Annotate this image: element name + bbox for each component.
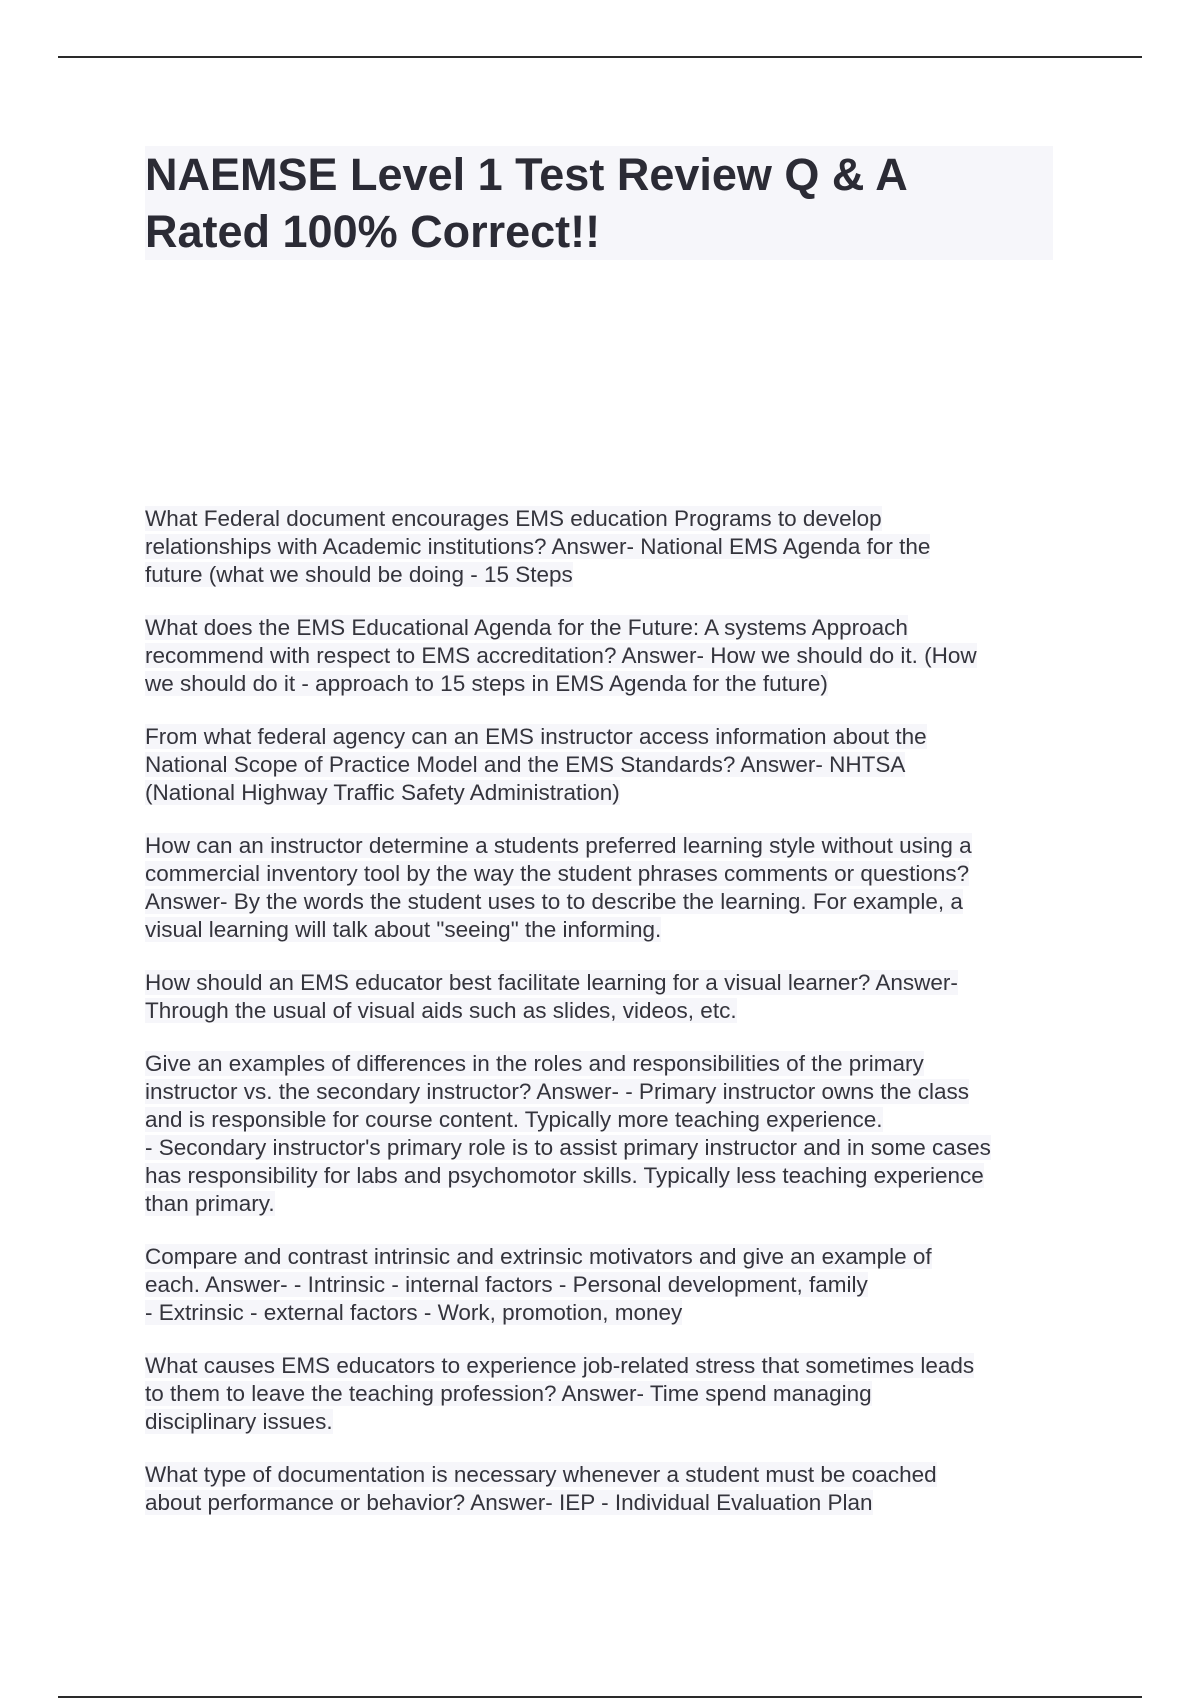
qa-line-text: What Federal document encourages EMS education Programs to develop [145,506,882,531]
qa-line [145,1380,1065,1408]
qa-line [145,561,1065,589]
qa-line [145,832,1065,860]
qa-line-text: disciplinary issues. [145,1409,333,1434]
qa-line [145,1271,1065,1299]
qa-line [145,751,1065,779]
document-title [145,146,1053,260]
qa-line-text: What causes EMS educators to experience job-related stress that sometimes leads [145,1353,975,1378]
qa-line [145,1190,1065,1218]
qa-item [145,723,1065,807]
qa-line [145,1078,1065,1106]
qa-line-text: What type of documentation is necessary whenever a student must be coached [145,1462,937,1487]
qa-item [145,1050,1065,1218]
qa-line-text: How should an EMS educator best facilitate learning for a visual learner? Answer- [145,970,958,995]
qa-line-text: about performance or behavior? Answer- IEP - Individual Evaluation Plan [145,1490,873,1515]
qa-line [145,1489,1065,1517]
qa-item [145,1461,1065,1517]
qa-line [145,1243,1065,1271]
qa-line [145,1408,1065,1436]
qa-line-text: has responsibility for labs and psychomotor skills. Typically less teaching experience [145,1163,984,1188]
qa-line [145,1106,1065,1134]
title-line-2: Rated 100% Correct!! [145,206,601,257]
header-rule [58,56,1142,58]
qa-line [145,997,1065,1025]
qa-line-text: - Secondary instructor's primary role is to assist primary instructor and in some cases [145,1135,991,1160]
qa-line-text: Through the usual of visual aids such as slides, videos, etc. [145,998,737,1023]
qa-item [145,969,1065,1025]
qa-line [145,1299,1065,1327]
qa-line-text: commercial inventory tool by the way the student phrases comments or questions? [145,861,970,886]
qa-line [145,1162,1065,1190]
qa-line [145,642,1065,670]
qa-line [145,670,1065,698]
qa-line [145,1134,1065,1162]
qa-line-text: recommend with respect to EMS accreditation? Answer- How we should do it. (How [145,643,977,668]
qa-line-text: relationships with Academic institutions? Answer- National EMS Agenda for the [145,534,931,559]
qa-line-text: - Extrinsic - external factors - Work, promotion, money [145,1300,683,1325]
qa-line-text: future (what we should be doing - 15 Steps [145,562,573,587]
qa-item [145,1352,1065,1436]
qa-line-text: (National Highway Traffic Safety Administration) [145,780,620,805]
qa-line-text: instructor vs. the secondary instructor? Answer- - Primary instructor owns the class [145,1079,970,1104]
qa-item [145,614,1065,698]
qa-line-text: each. Answer- - Intrinsic - internal factors - Personal development, family [145,1272,868,1297]
qa-line [145,888,1065,916]
qa-line [145,969,1065,997]
qa-line [145,614,1065,642]
qa-line-text: we should do it - approach to 15 steps in EMS Agenda for the future) [145,671,828,696]
qa-line-text: visual learning will talk about "seeing" the informing. [145,917,662,942]
qa-line-text: National Scope of Practice Model and the EMS Standards? Answer- NHTSA [145,752,906,777]
qa-line-text: than primary. [145,1191,275,1216]
qa-line [145,1352,1065,1380]
qa-line [145,723,1065,751]
qa-line-text: What does the EMS Educational Agenda for the Future: A systems Approach [145,615,908,640]
qa-item [145,505,1065,589]
qa-line [145,779,1065,807]
qa-item [145,832,1065,944]
qa-line [145,860,1065,888]
footer-rule [58,1696,1142,1698]
qa-line [145,505,1065,533]
qa-line-text: How can an instructor determine a students preferred learning style without using a [145,833,972,858]
qa-line [145,533,1065,561]
qa-line-text: From what federal agency can an EMS instructor access information about the [145,724,927,749]
qa-item [145,1243,1065,1327]
qa-list [145,505,1065,1542]
qa-line [145,916,1065,944]
qa-line [145,1461,1065,1489]
title-line-1: NAEMSE Level 1 Test Review Q & A [145,149,908,200]
qa-line-text: and is responsible for course content. Typically more teaching experience. [145,1107,883,1132]
qa-line-text: Answer- By the words the student uses to to describe the learning. For example, a [145,889,963,914]
qa-line [145,1050,1065,1078]
qa-line-text: Give an examples of differences in the roles and responsibilities of the primary [145,1051,924,1076]
qa-line-text: to them to leave the teaching profession? Answer- Time spend managing [145,1381,872,1406]
qa-line-text: Compare and contrast intrinsic and extrinsic motivators and give an example of [145,1244,932,1269]
